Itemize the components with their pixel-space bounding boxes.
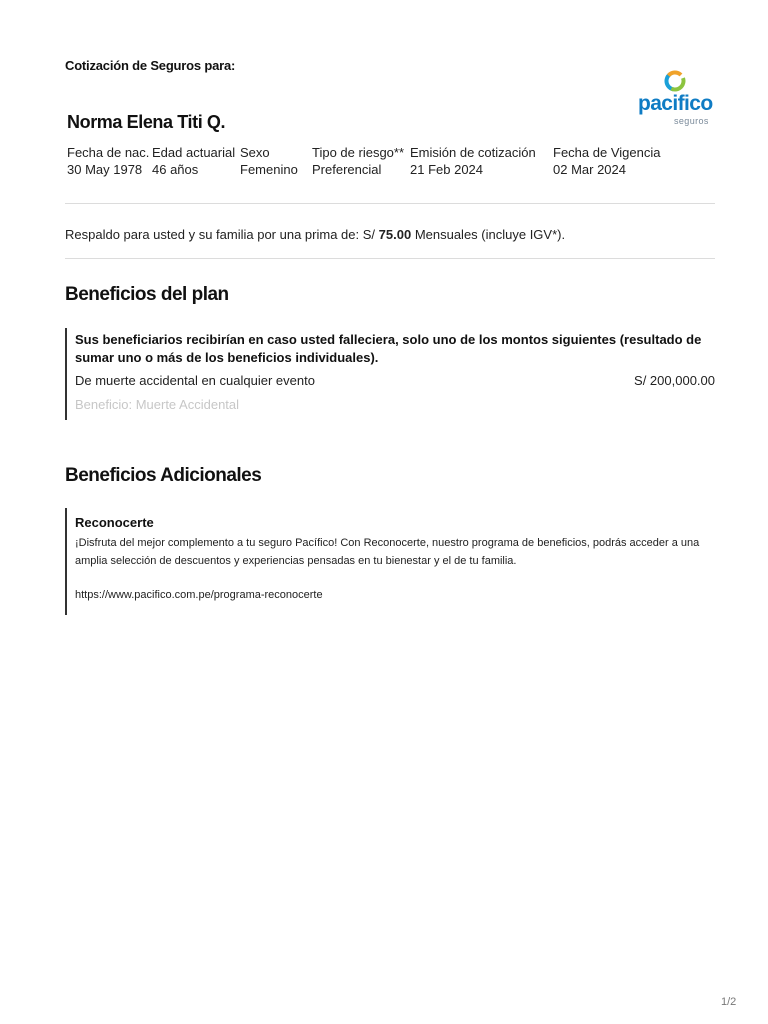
plan-benefits-block: [65, 328, 715, 420]
info-value: 46 años: [152, 162, 199, 177]
info-sex: [240, 144, 298, 178]
info-label: Sexo: [240, 145, 270, 160]
info-quote-issue: [410, 144, 536, 178]
reconocerte-title: Reconocerte: [75, 515, 154, 530]
page-number: 1/2: [721, 996, 737, 1008]
premium-prefix: Respaldo para usted y su familia por una prima de: S/: [65, 227, 376, 242]
quote-header-label: Cotización de Seguros para:: [65, 58, 236, 73]
benefit-name: Beneficio: Muerte Accidental: [75, 397, 240, 412]
info-age: [152, 144, 235, 178]
info-value: 21 Feb 2024: [410, 162, 484, 177]
info-birthdate: [67, 144, 149, 178]
reconocerte-link[interactable]: https://www.pacifico.com.pe/programa-reconocerte: [75, 589, 323, 601]
info-value: 30 May 1978: [67, 162, 143, 177]
info-label: Edad actuarial: [152, 145, 236, 160]
info-value: 02 Mar 2024: [553, 162, 626, 177]
info-label: Fecha de Vigencia: [553, 145, 661, 160]
additional-benefits-title: Beneficios Adicionales: [65, 465, 262, 486]
divider: [65, 258, 715, 259]
logo-subtitle: seguros: [674, 116, 709, 126]
plan-benefits-heading: Sus beneficiarios recibirían en caso usted falleciera, solo uno de los montos siguientes (resultado de sumar uno o más de los beneficios individuales).: [75, 332, 702, 365]
reconocerte-description: ¡Disfruta del mejor complemento a tu seguro Pacífico! Con Reconocerte, nuestro programa de beneficios, podrás acceder a una amplia selección de descuentos y experiencias pensadas en tu bienestar y el de tu familia.: [75, 537, 700, 567]
info-label: Emisión de cotización: [410, 145, 536, 160]
additional-benefits-block: [65, 508, 715, 615]
benefit-row: [75, 372, 715, 389]
client-name: Norma Elena Titi Q.: [67, 112, 226, 132]
premium-line: [65, 227, 565, 242]
pacifico-logo: [638, 70, 718, 130]
benefit-description: De muerte accidental en cualquier evento: [75, 373, 315, 388]
info-label: Tipo de riesgo**: [312, 145, 405, 160]
client-info-grid: [0, 144, 768, 184]
info-value: Preferencial: [312, 162, 382, 177]
premium-amount: 75.00: [378, 227, 412, 242]
pacifico-ring-icon: [664, 70, 686, 92]
info-validity-date: [553, 144, 660, 178]
premium-suffix: Mensuales (incluye IGV*).: [414, 227, 566, 242]
info-risk-type: [312, 144, 404, 178]
info-value: Femenino: [240, 162, 298, 177]
divider: [65, 203, 715, 204]
info-label: Fecha de nac.: [67, 145, 150, 160]
logo-wordmark: pacifico: [638, 92, 713, 115]
benefit-amount: S/ 200,000.00: [634, 373, 715, 388]
plan-benefits-title: Beneficios del plan: [65, 284, 229, 305]
